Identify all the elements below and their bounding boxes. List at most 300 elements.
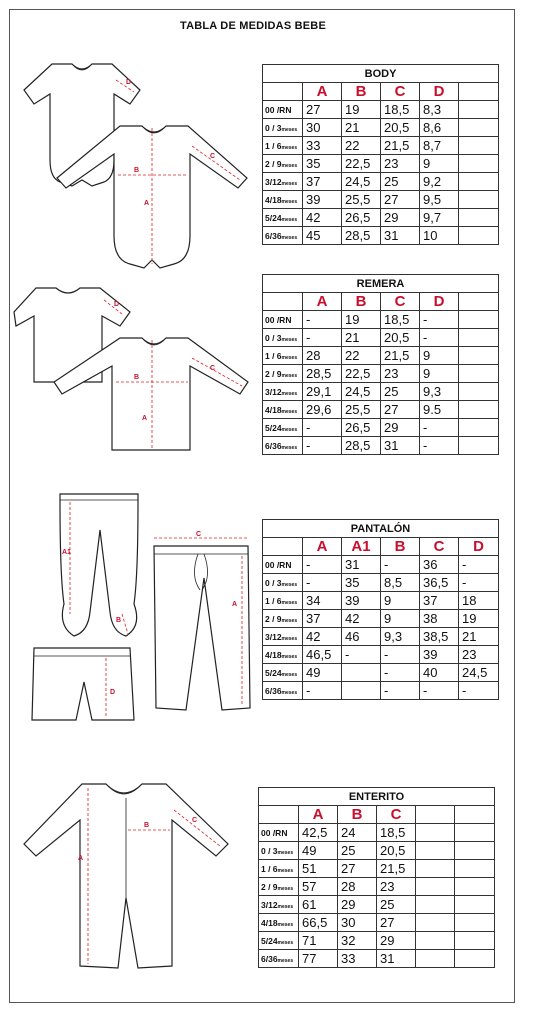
measure-cell: 31 <box>381 437 420 455</box>
size-label-main: 3/12 <box>265 631 282 642</box>
measure-cell: 25 <box>381 383 420 401</box>
measure-cell: 25 <box>377 896 416 914</box>
measure-cell: 39 <box>303 191 342 209</box>
size-label <box>263 383 303 401</box>
measure-cell: 49 <box>303 664 342 682</box>
pantalon-mark-d: D <box>110 689 116 696</box>
size-label <box>263 329 303 347</box>
measure-cell: 40 <box>420 664 459 682</box>
measure-cell <box>416 950 455 968</box>
measure-cell: 19 <box>342 311 381 329</box>
table-caption: ENTERITO <box>259 788 495 806</box>
measure-cell: 23 <box>377 878 416 896</box>
measure-cell: 29 <box>381 209 420 227</box>
measure-cell <box>459 347 499 365</box>
measure-cell: - <box>303 682 342 700</box>
measure-cell: - <box>303 329 342 347</box>
measure-cell: 38 <box>420 610 459 628</box>
measure-cell: 20,5 <box>381 119 420 137</box>
remera-size-table <box>262 274 499 455</box>
measure-cell <box>455 878 495 896</box>
body-mark-c: C <box>210 153 216 160</box>
measure-cell: 32 <box>338 932 377 950</box>
column-header: B <box>342 83 381 101</box>
measure-cell: 29 <box>381 419 420 437</box>
size-label-unit: meses <box>277 885 294 892</box>
measure-cell: - <box>381 556 420 574</box>
measure-cell: - <box>459 682 499 700</box>
measure-cell: 22 <box>342 347 381 365</box>
measure-cell: 28,5 <box>303 365 342 383</box>
size-label <box>263 646 303 664</box>
table-row <box>263 383 499 401</box>
table-row <box>263 664 499 682</box>
measure-cell: - <box>303 311 342 329</box>
measure-cell: 18,5 <box>381 101 420 119</box>
measure-cell: 9,3 <box>381 628 420 646</box>
table-row <box>263 646 499 664</box>
measure-cell: 27 <box>377 914 416 932</box>
size-label <box>263 419 303 437</box>
size-label <box>263 101 303 119</box>
measure-cell <box>459 191 499 209</box>
size-label-main: 3/12 <box>265 176 282 187</box>
pantalon-mark-b: B <box>116 617 122 624</box>
size-label <box>263 682 303 700</box>
measure-cell: 25 <box>381 173 420 191</box>
measure-cell: 61 <box>299 896 338 914</box>
column-header: C <box>381 293 420 311</box>
column-header: C <box>377 806 416 824</box>
size-label-main: 0 / 3 <box>265 122 282 133</box>
measure-cell: 22,5 <box>342 365 381 383</box>
size-label-unit: meses <box>281 372 298 379</box>
size-label-main: 1 / 6 <box>265 595 282 606</box>
size-label-unit: meses <box>281 144 298 151</box>
pantalon-mark-a1: A1 <box>62 549 71 556</box>
measure-cell <box>459 137 499 155</box>
column-header: C <box>381 83 420 101</box>
measure-cell <box>455 824 495 842</box>
measure-cell: - <box>381 646 420 664</box>
table-row <box>263 610 499 628</box>
size-label <box>259 932 299 950</box>
column-header: A <box>299 806 338 824</box>
table-row <box>263 574 499 592</box>
measure-cell: 22,5 <box>342 155 381 173</box>
size-label-main: 00 /RN <box>265 104 292 115</box>
body-mark-b: B <box>134 167 140 174</box>
measure-cell <box>459 227 499 245</box>
size-label-unit: meses <box>281 689 298 696</box>
size-label-main: 6/36 <box>261 953 278 964</box>
measure-cell: 29 <box>377 932 416 950</box>
measure-cell: 28,5 <box>342 437 381 455</box>
measure-cell: 24,5 <box>459 664 499 682</box>
table-row <box>259 878 495 896</box>
measure-cell <box>459 209 499 227</box>
pantalon-mark-a: A <box>232 601 238 608</box>
enterito-mark-b: B <box>144 822 150 829</box>
measure-cell: - <box>303 574 342 592</box>
measure-cell: 35 <box>342 574 381 592</box>
size-label <box>259 860 299 878</box>
column-header <box>416 806 455 824</box>
column-header: A <box>303 83 342 101</box>
table-row <box>263 191 499 209</box>
measure-cell: 28,5 <box>342 227 381 245</box>
column-header: A1 <box>342 538 381 556</box>
header-blank-cell <box>263 83 303 101</box>
measure-cell: 26,5 <box>342 209 381 227</box>
measure-cell: 27 <box>381 191 420 209</box>
size-label-main: 2 / 9 <box>265 368 282 379</box>
size-label-main: 5/24 <box>265 212 282 223</box>
size-label-main: 4/18 <box>265 194 282 205</box>
measure-cell <box>459 365 499 383</box>
size-label-unit: meses <box>277 939 294 946</box>
size-label <box>259 842 299 860</box>
enterito-garment-illustration <box>22 780 252 976</box>
size-label-unit: meses <box>281 336 298 343</box>
size-label <box>259 824 299 842</box>
measure-cell: 19 <box>342 101 381 119</box>
measure-cell: 31 <box>377 950 416 968</box>
column-header: B <box>381 538 420 556</box>
enterito-size-table <box>258 787 495 968</box>
size-label-unit: meses <box>281 653 298 660</box>
measure-cell: 27 <box>338 860 377 878</box>
size-label-unit: meses <box>281 126 298 133</box>
table-row <box>263 173 499 191</box>
measure-cell: 23 <box>381 365 420 383</box>
measure-cell <box>459 329 499 347</box>
measure-cell: 21 <box>459 628 499 646</box>
measure-cell <box>416 824 455 842</box>
column-header: B <box>342 293 381 311</box>
measure-cell: 31 <box>381 227 420 245</box>
size-label-main: 1 / 6 <box>265 140 282 151</box>
measure-cell: 24,5 <box>342 383 381 401</box>
remera-garment-illustration <box>12 286 257 456</box>
table-row <box>259 860 495 878</box>
measure-cell: 34 <box>303 592 342 610</box>
measure-cell <box>455 914 495 932</box>
column-header: D <box>459 538 499 556</box>
measure-cell: 18 <box>459 592 499 610</box>
table-row <box>263 209 499 227</box>
measure-cell: 9,2 <box>420 173 459 191</box>
measure-cell: 10 <box>420 227 459 245</box>
column-header: A <box>303 538 342 556</box>
table-caption: PANTALÓN <box>263 520 499 538</box>
measure-cell <box>416 878 455 896</box>
measure-cell: - <box>420 437 459 455</box>
measure-cell: - <box>381 664 420 682</box>
size-label-unit: meses <box>281 671 298 678</box>
measure-cell: - <box>420 311 459 329</box>
size-label-main: 00 /RN <box>261 827 288 838</box>
measure-cell <box>459 311 499 329</box>
measure-cell <box>459 419 499 437</box>
size-label <box>263 191 303 209</box>
measure-cell: 28 <box>338 878 377 896</box>
size-label-unit: meses <box>281 408 298 415</box>
measure-cell: 42 <box>303 209 342 227</box>
measure-cell: 9 <box>420 365 459 383</box>
size-label-main: 5/24 <box>265 422 282 433</box>
table-row <box>263 401 499 419</box>
size-label <box>263 401 303 419</box>
size-label <box>263 437 303 455</box>
measure-cell <box>459 437 499 455</box>
size-label-main: 00 /RN <box>265 314 292 325</box>
measure-cell: 46 <box>342 628 381 646</box>
column-header <box>455 806 495 824</box>
measure-cell: 36,5 <box>420 574 459 592</box>
measure-cell: 8,5 <box>381 574 420 592</box>
size-label-unit: meses <box>277 921 294 928</box>
measure-cell: 25,5 <box>342 401 381 419</box>
body-size-table <box>262 64 499 245</box>
measure-cell: 18,5 <box>377 824 416 842</box>
measure-cell <box>416 932 455 950</box>
measure-cell: 20,5 <box>377 842 416 860</box>
measure-cell: - <box>303 556 342 574</box>
measure-cell <box>455 896 495 914</box>
size-label-unit: meses <box>281 599 298 606</box>
size-label-unit: meses <box>281 581 298 588</box>
size-label <box>263 227 303 245</box>
measure-cell: 42 <box>303 628 342 646</box>
table-row <box>259 824 495 842</box>
column-header <box>459 293 499 311</box>
size-label <box>263 610 303 628</box>
table-row <box>263 592 499 610</box>
size-label-main: 00 /RN <box>265 559 292 570</box>
measure-cell: 77 <box>299 950 338 968</box>
table-row <box>259 950 495 968</box>
measure-cell: 25 <box>338 842 377 860</box>
size-label-unit: meses <box>281 390 298 397</box>
measure-cell: 39 <box>342 592 381 610</box>
measure-cell: 9 <box>420 155 459 173</box>
size-label <box>263 574 303 592</box>
size-label <box>259 878 299 896</box>
size-label-main: 0 / 3 <box>265 577 282 588</box>
table-row <box>263 101 499 119</box>
table-row <box>263 682 499 700</box>
enterito-mark-c: C <box>192 817 198 824</box>
size-label <box>263 119 303 137</box>
size-label-main: 1 / 6 <box>261 863 278 874</box>
measure-cell <box>342 682 381 700</box>
measure-cell: - <box>303 437 342 455</box>
size-label <box>259 950 299 968</box>
measure-cell <box>342 664 381 682</box>
size-label <box>263 155 303 173</box>
size-label <box>263 311 303 329</box>
size-label-main: 4/18 <box>261 917 278 928</box>
measure-cell: - <box>381 682 420 700</box>
measure-cell: 21,5 <box>381 137 420 155</box>
measure-cell: 29,6 <box>303 401 342 419</box>
size-label-main: 3/12 <box>261 899 278 910</box>
table-row <box>263 556 499 574</box>
column-header: A <box>303 293 342 311</box>
measure-cell: - <box>303 419 342 437</box>
pantalon-garment-illustration <box>30 486 260 722</box>
measure-cell: 9,5 <box>420 191 459 209</box>
column-header: D <box>420 293 459 311</box>
measure-cell: 37 <box>420 592 459 610</box>
measure-cell: - <box>420 329 459 347</box>
measure-cell: 21,5 <box>381 347 420 365</box>
pantalon-size-table <box>262 519 499 700</box>
measure-cell: 9,7 <box>420 209 459 227</box>
measure-cell: 31 <box>342 556 381 574</box>
measure-cell: 29 <box>338 896 377 914</box>
page-title: TABLA DE MEDIDAS BEBE <box>180 20 326 32</box>
size-label <box>263 173 303 191</box>
table-row <box>259 914 495 932</box>
size-label <box>259 896 299 914</box>
table-row <box>263 628 499 646</box>
measure-cell: 24,5 <box>342 173 381 191</box>
remera-mark-b: B <box>134 374 140 381</box>
size-label-unit: meses <box>281 444 298 451</box>
header-blank-cell <box>259 806 299 824</box>
measure-cell: 27 <box>303 101 342 119</box>
measure-cell: 33 <box>303 137 342 155</box>
remera-mark-c: C <box>210 365 216 372</box>
size-label-unit: meses <box>281 617 298 624</box>
measure-cell: - <box>420 419 459 437</box>
size-label-unit: meses <box>281 216 298 223</box>
size-label-unit: meses <box>281 162 298 169</box>
size-label-unit: meses <box>281 234 298 241</box>
measure-cell: 57 <box>299 878 338 896</box>
size-label-main: 5/24 <box>265 667 282 678</box>
measure-cell: 30 <box>338 914 377 932</box>
measure-cell: 23 <box>459 646 499 664</box>
table-row <box>263 419 499 437</box>
size-label <box>263 347 303 365</box>
remera-mark-a: A <box>142 415 148 422</box>
column-header: C <box>420 538 459 556</box>
measure-cell: 33 <box>338 950 377 968</box>
size-label <box>259 914 299 932</box>
measure-cell: 36 <box>420 556 459 574</box>
size-label <box>263 137 303 155</box>
measure-cell: 24 <box>338 824 377 842</box>
table-caption: REMERA <box>263 275 499 293</box>
size-label-main: 2 / 9 <box>265 613 282 624</box>
measure-cell <box>459 155 499 173</box>
measure-cell: 22 <box>342 137 381 155</box>
table-row <box>259 842 495 860</box>
table-row <box>263 347 499 365</box>
size-label-unit: meses <box>281 198 298 205</box>
body-mark-a: A <box>144 200 150 207</box>
measure-cell: 8,3 <box>420 101 459 119</box>
size-label-unit: meses <box>277 903 294 910</box>
measure-cell: 8,6 <box>420 119 459 137</box>
measure-cell: 28 <box>303 347 342 365</box>
enterito-mark-a: A <box>78 855 84 862</box>
body-mark-d: D <box>126 79 132 86</box>
measure-cell: 39 <box>420 646 459 664</box>
measure-cell: - <box>420 682 459 700</box>
measure-cell: 37 <box>303 173 342 191</box>
table-row <box>263 437 499 455</box>
size-label-main: 4/18 <box>265 649 282 660</box>
measure-cell: 37 <box>303 610 342 628</box>
table-row <box>263 119 499 137</box>
size-label-main: 2 / 9 <box>261 881 278 892</box>
pantalon-mark-c: C <box>196 531 202 538</box>
measure-cell: 9.5 <box>420 401 459 419</box>
measure-cell: 45 <box>303 227 342 245</box>
measure-cell: 35 <box>303 155 342 173</box>
measure-cell: 25,5 <box>342 191 381 209</box>
measure-cell: 26,5 <box>342 419 381 437</box>
measure-cell: 51 <box>299 860 338 878</box>
measure-cell: 9 <box>381 610 420 628</box>
measure-cell: 9 <box>420 347 459 365</box>
header-blank-cell <box>263 293 303 311</box>
measure-cell <box>416 860 455 878</box>
column-header: D <box>420 83 459 101</box>
size-label-main: 4/18 <box>265 404 282 415</box>
size-label-main: 0 / 3 <box>265 332 282 343</box>
measure-cell <box>459 101 499 119</box>
measure-cell <box>459 383 499 401</box>
column-header <box>459 83 499 101</box>
table-row <box>263 137 499 155</box>
measure-cell <box>459 119 499 137</box>
table-row <box>259 932 495 950</box>
measure-cell <box>459 173 499 191</box>
size-label <box>263 209 303 227</box>
measure-cell: 49 <box>299 842 338 860</box>
measure-cell: 21 <box>342 329 381 347</box>
size-label-unit: meses <box>281 426 298 433</box>
size-label <box>263 628 303 646</box>
size-label <box>263 365 303 383</box>
table-row <box>263 227 499 245</box>
measure-cell: 29,1 <box>303 383 342 401</box>
size-label-main: 6/36 <box>265 685 282 696</box>
size-label-main: 6/36 <box>265 230 282 241</box>
measure-cell: 21,5 <box>377 860 416 878</box>
table-row <box>263 155 499 173</box>
measure-cell: 27 <box>381 401 420 419</box>
size-label-main: 6/36 <box>265 440 282 451</box>
size-label-unit: meses <box>277 867 294 874</box>
size-label-unit: meses <box>281 354 298 361</box>
measure-cell: 21 <box>342 119 381 137</box>
measure-cell <box>416 842 455 860</box>
measure-cell: 42,5 <box>299 824 338 842</box>
measure-cell: - <box>342 646 381 664</box>
measure-cell: 9,3 <box>420 383 459 401</box>
measure-cell: 46,5 <box>303 646 342 664</box>
size-label-unit: meses <box>281 635 298 642</box>
measure-cell: 20,5 <box>381 329 420 347</box>
measure-cell: 42 <box>342 610 381 628</box>
measure-cell: - <box>459 556 499 574</box>
